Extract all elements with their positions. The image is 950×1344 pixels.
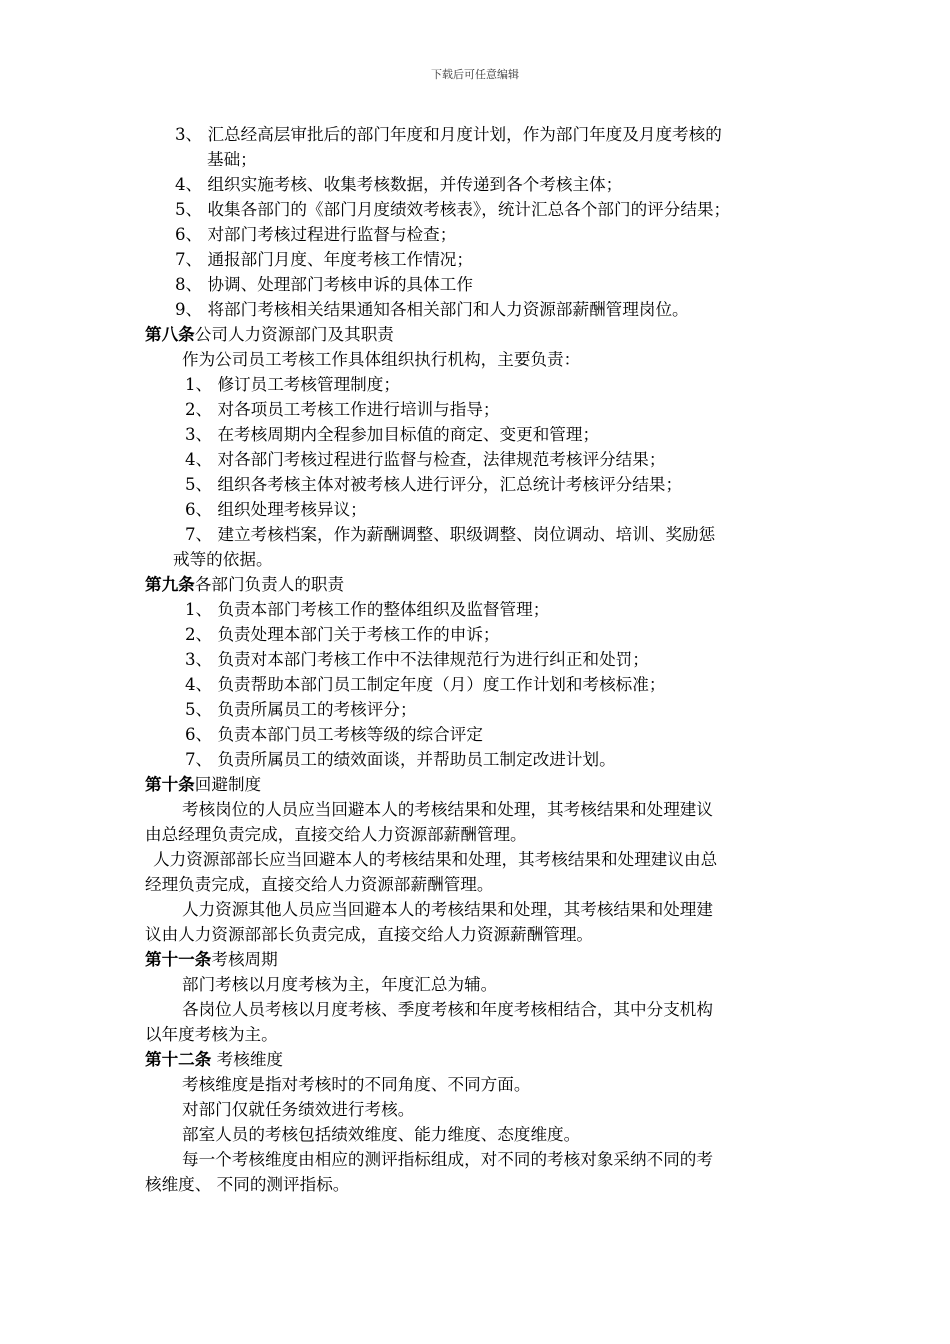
- line-text: 修订员工考核管理制度；: [217, 375, 400, 394]
- list-item: [145, 747, 825, 772]
- line-text: 考核周期: [211, 950, 278, 969]
- line-text: 核维度、 不同的测评指标。: [145, 1175, 350, 1194]
- line-text: 汇总经高层审批后的部门年度和月度计划，作为部门年度及月度考核的: [207, 125, 722, 144]
- line-text: 负责所属员工的考核评分；: [217, 700, 417, 719]
- line-text: 负责本部门员工考核等级的综合评定: [217, 725, 483, 744]
- list-item: [145, 722, 825, 747]
- line-text: 回避制度: [194, 775, 262, 794]
- paragraph-line: [145, 1022, 825, 1047]
- paragraph-line: [145, 347, 825, 372]
- list-number: 1、: [185, 375, 213, 394]
- list-number: 3、: [185, 650, 213, 669]
- line-text: 由总经理负责完成，直接交给人力资源部薪酬管理。: [145, 825, 527, 844]
- list-number: 7、: [185, 525, 213, 544]
- line-text: 负责本部门考核工作的整体组织及监督管理；: [217, 600, 550, 619]
- list-item: [145, 272, 825, 297]
- line-text: 考核维度: [211, 1050, 284, 1069]
- list-number: 7、: [185, 750, 213, 769]
- list-item: [145, 397, 825, 422]
- line-text: 组织各考核主体对被考核人进行评分，汇总统计考核评分结果；: [217, 475, 683, 494]
- line-text: 通报部门月度、年度考核工作情况；: [207, 250, 473, 269]
- paragraph-line: [145, 1072, 825, 1097]
- line-text: 建立考核档案，作为薪酬调整、职级调整、岗位调动、培训、奖励惩: [217, 525, 716, 544]
- list-item: [145, 372, 825, 397]
- line-text: 经理负责完成，直接交给人力资源部薪酬管理。: [145, 875, 494, 894]
- article-heading: [145, 322, 825, 347]
- list-item: [145, 697, 825, 722]
- line-text: 负责帮助本部门员工制定年度（月）度工作计划和考核标准；: [217, 675, 666, 694]
- article-number: 第十二条: [145, 1049, 212, 1069]
- list-number: 3、: [175, 125, 203, 144]
- list-number: 1、: [185, 600, 213, 619]
- line-text: 将部门考核相关结果通知各相关部门和人力资源部薪酬管理岗位。: [207, 300, 689, 319]
- list-number: 9、: [175, 300, 203, 319]
- list-item: [145, 472, 825, 497]
- line-text: 各岗位人员考核以月度考核、季度考核和年度考核相结合，其中分支机构: [182, 1000, 713, 1019]
- list-number: 2、: [185, 400, 213, 419]
- line-text: 对部门仅就任务绩效进行考核。: [182, 1100, 415, 1119]
- list-item: [145, 222, 825, 247]
- list-item: [145, 172, 825, 197]
- line-text: 基础；: [207, 150, 257, 169]
- line-text: 对各部门考核过程进行监督与检查，法律规范考核评分结果；: [217, 450, 666, 469]
- line-text: 对各项员工考核工作进行培训与指导；: [217, 400, 500, 419]
- list-item: [145, 247, 825, 272]
- line-text: 议由人力资源部部长负责完成，直接交给人力资源薪酬管理。: [145, 925, 594, 944]
- article-heading: [145, 572, 825, 597]
- paragraph-line: [145, 922, 825, 947]
- article-number: 第十一条: [145, 949, 212, 969]
- list-number: 5、: [175, 200, 203, 219]
- paragraph-line: [145, 1147, 825, 1172]
- line-text: 公司人力资源部门及其职责: [194, 325, 394, 344]
- article-number: 第八条: [145, 324, 195, 344]
- line-text: 戒等的依据。: [173, 550, 273, 569]
- line-text: 组织实施考核、收集考核数据，并传递到各个考核主体；: [207, 175, 623, 194]
- list-number: 7、: [175, 250, 203, 269]
- line-text: 负责处理本部门关于考核工作的申诉；: [217, 625, 500, 644]
- line-text: 考核岗位的人员应当回避本人的考核结果和处理，其考核结果和处理建议: [182, 800, 713, 819]
- paragraph-line: [145, 547, 825, 572]
- list-number: 4、: [185, 450, 213, 469]
- paragraph-line: [145, 147, 825, 172]
- line-text: 作为公司员工考核工作具体组织执行机构，主要负责：: [182, 350, 581, 369]
- line-text: 部门考核以月度考核为主，年度汇总为辅。: [182, 975, 498, 994]
- paragraph-line: [145, 797, 825, 822]
- article-heading: [145, 947, 825, 972]
- paragraph-line: [145, 897, 825, 922]
- article-heading: [145, 772, 825, 797]
- paragraph-line: [145, 997, 825, 1022]
- line-text: 收集各部门的《部门月度绩效考核表》，统计汇总各个部门的评分结果；: [207, 200, 731, 219]
- list-item: [145, 622, 825, 647]
- line-text: 在考核周期内全程参加目标值的商定、变更和管理；: [217, 425, 600, 444]
- list-number: 4、: [185, 675, 213, 694]
- line-text: 每一个考核维度由相应的测评指标组成，对不同的考核对象采纳不同的考: [182, 1150, 713, 1169]
- paragraph-line: [145, 872, 825, 897]
- line-text: 考核维度是指对考核时的不同角度、不同方面。: [182, 1075, 531, 1094]
- list-number: 5、: [185, 700, 213, 719]
- list-number: 2、: [185, 625, 213, 644]
- list-item: [145, 122, 825, 147]
- list-number: 3、: [185, 425, 213, 444]
- paragraph-line: [145, 972, 825, 997]
- list-number: 6、: [185, 725, 213, 744]
- list-item: [145, 447, 825, 472]
- line-text: 组织处理考核异议；: [217, 500, 367, 519]
- list-number: 6、: [175, 225, 203, 244]
- list-item: [145, 297, 825, 322]
- article-number: 第十条: [145, 774, 195, 794]
- paragraph-line: [145, 822, 825, 847]
- line-text: 人力资源部部长应当回避本人的考核结果和处理，其考核结果和处理建议由总: [153, 850, 718, 869]
- line-text: 部室人员的考核包括绩效维度、能力维度、态度维度。: [182, 1125, 581, 1144]
- list-item: [145, 672, 825, 697]
- list-number: 5、: [185, 475, 213, 494]
- line-text: 负责对本部门考核工作中不法律规范行为进行纠正和处罚；: [217, 650, 649, 669]
- article-heading: [145, 1047, 825, 1072]
- line-text: 负责所属员工的绩效面谈，并帮助员工制定改进计划。: [217, 750, 616, 769]
- list-item: [145, 597, 825, 622]
- list-number: 8、: [175, 275, 203, 294]
- line-text: 各部门负责人的职责: [194, 575, 345, 594]
- line-text: 对部门考核过程进行监督与检查；: [207, 225, 457, 244]
- paragraph-line: [145, 847, 825, 872]
- paragraph-line: [145, 1172, 825, 1197]
- article-number: 第九条: [145, 574, 195, 594]
- list-item: [145, 497, 825, 522]
- list-number: 4、: [175, 175, 203, 194]
- list-item: [145, 647, 825, 672]
- document-body: [145, 122, 825, 1197]
- page-header: 下载后可任意编辑: [431, 68, 519, 81]
- list-number: 6、: [185, 500, 213, 519]
- list-item: [145, 522, 825, 547]
- list-item: [145, 197, 825, 222]
- paragraph-line: [145, 1097, 825, 1122]
- line-text: 人力资源其他人员应当回避本人的考核结果和处理，其考核结果和处理建: [182, 900, 713, 919]
- line-text: 以年度考核为主。: [145, 1025, 278, 1044]
- paragraph-line: [145, 1122, 825, 1147]
- line-text: 协调、处理部门考核申诉的具体工作: [207, 275, 473, 294]
- list-item: [145, 422, 825, 447]
